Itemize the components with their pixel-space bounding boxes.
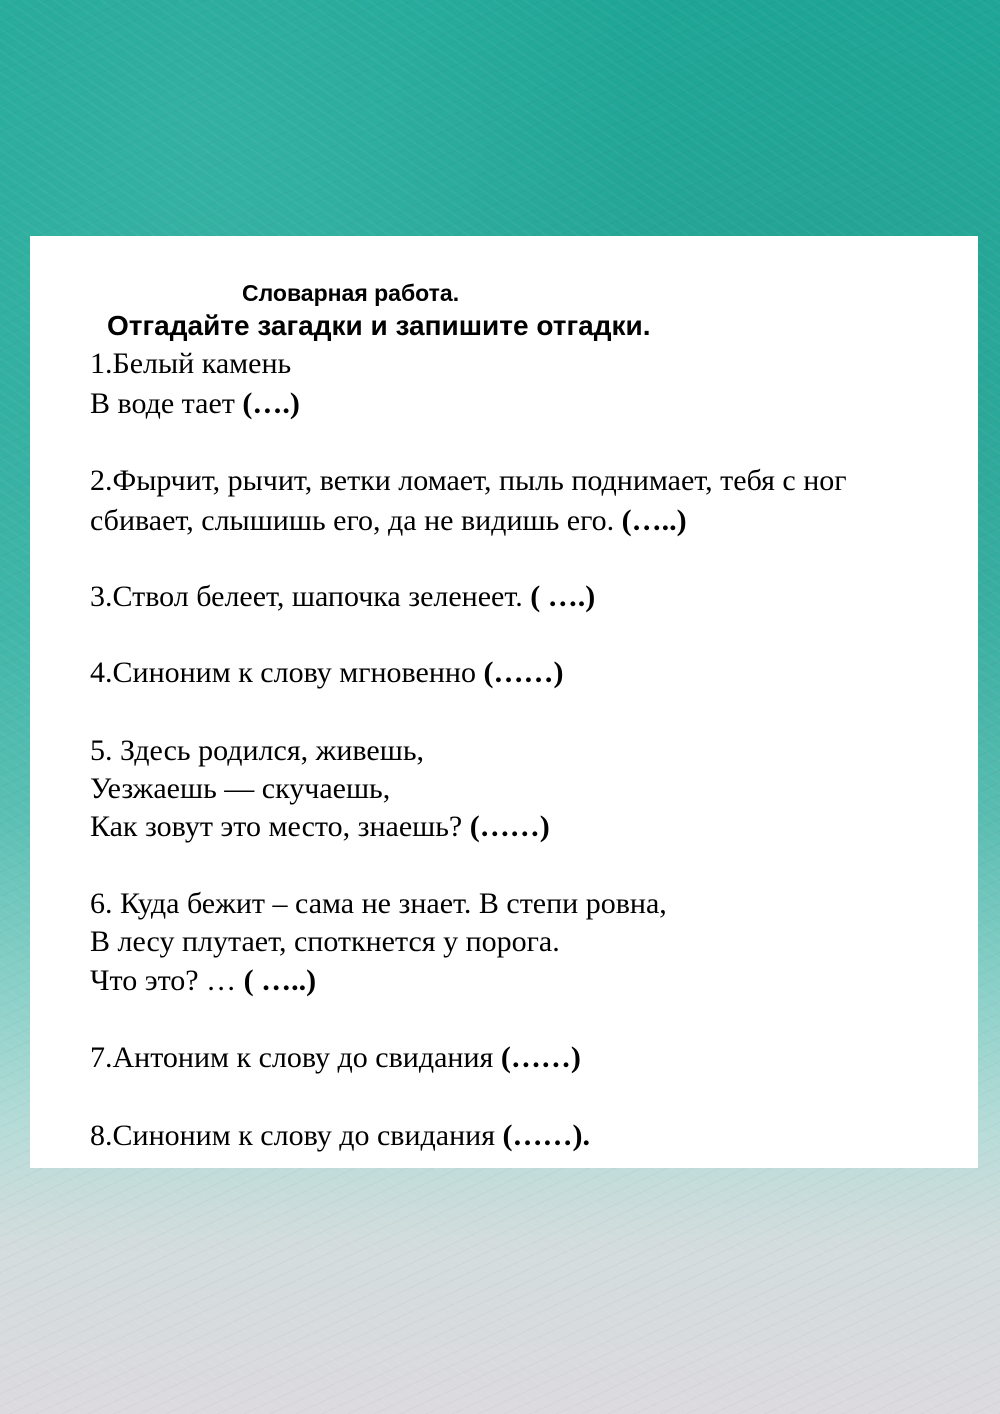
riddle-6-line-1: 6. Куда бежит – сама не знает. В степи ровна, xyxy=(90,887,667,920)
riddle-3-text: 3.Ствол белеет, шапочка зеленеет. xyxy=(90,580,531,613)
worksheet xyxy=(30,236,978,1168)
worksheet-title: Словарная работа. xyxy=(242,280,460,306)
riddle-1-answer-blank: (….) xyxy=(242,387,300,420)
riddle-7-answer-blank: (……) xyxy=(500,1041,581,1074)
riddle-5-line-1: 5. Здесь родился, живешь, xyxy=(90,734,425,767)
riddle-5-line-2: Уезжаешь — скучаешь, xyxy=(90,772,391,805)
riddle-2-text: сбивает, слышишь его, да не видишь его. xyxy=(90,504,622,537)
riddle-1-text: В воде тает xyxy=(90,387,243,420)
riddle-6-answer-blank: ( …..) xyxy=(243,964,317,997)
riddle-8-line-1 xyxy=(90,1118,590,1154)
riddle-6-line-2: В лесу плутает, споткнется у порога. xyxy=(90,925,560,958)
riddle-2-answer-blank: (…..) xyxy=(621,504,687,537)
riddle-4-text: 4.Синоним к слову мгновенно xyxy=(90,656,484,689)
riddle-5-line-3 xyxy=(90,809,550,845)
riddle-6-line-3 xyxy=(90,963,316,999)
riddle-4-line-1 xyxy=(90,655,563,691)
riddle-1-line-1: 1.Белый камень xyxy=(90,347,292,380)
riddle-3-answer-blank: ( ….) xyxy=(530,580,596,613)
riddle-4-answer-blank: (……) xyxy=(483,656,564,689)
riddle-6-text: Что это? … xyxy=(90,964,244,997)
riddle-8-text: 8.Синоним к слову до свидания xyxy=(90,1119,503,1152)
riddle-5-text: Как зовут это место, знаешь? xyxy=(90,810,470,843)
riddle-7-line-1 xyxy=(90,1040,581,1076)
riddle-5-answer-blank: (……) xyxy=(469,810,550,843)
riddle-7-text: 7.Антоним к слову до свидания xyxy=(90,1041,501,1074)
riddle-1-line-2 xyxy=(90,386,300,422)
riddle-2-line-1: 2.Фырчит, рычит, ветки ломает, пыль поднимает, тебя с ног xyxy=(90,464,847,497)
worksheet-instruction: Отгадайте загадки и запишите отгадки. xyxy=(107,310,651,341)
riddle-3-line-1 xyxy=(90,579,595,615)
riddle-2-line-2 xyxy=(90,503,687,539)
riddle-8-answer-blank: (……). xyxy=(502,1119,590,1152)
